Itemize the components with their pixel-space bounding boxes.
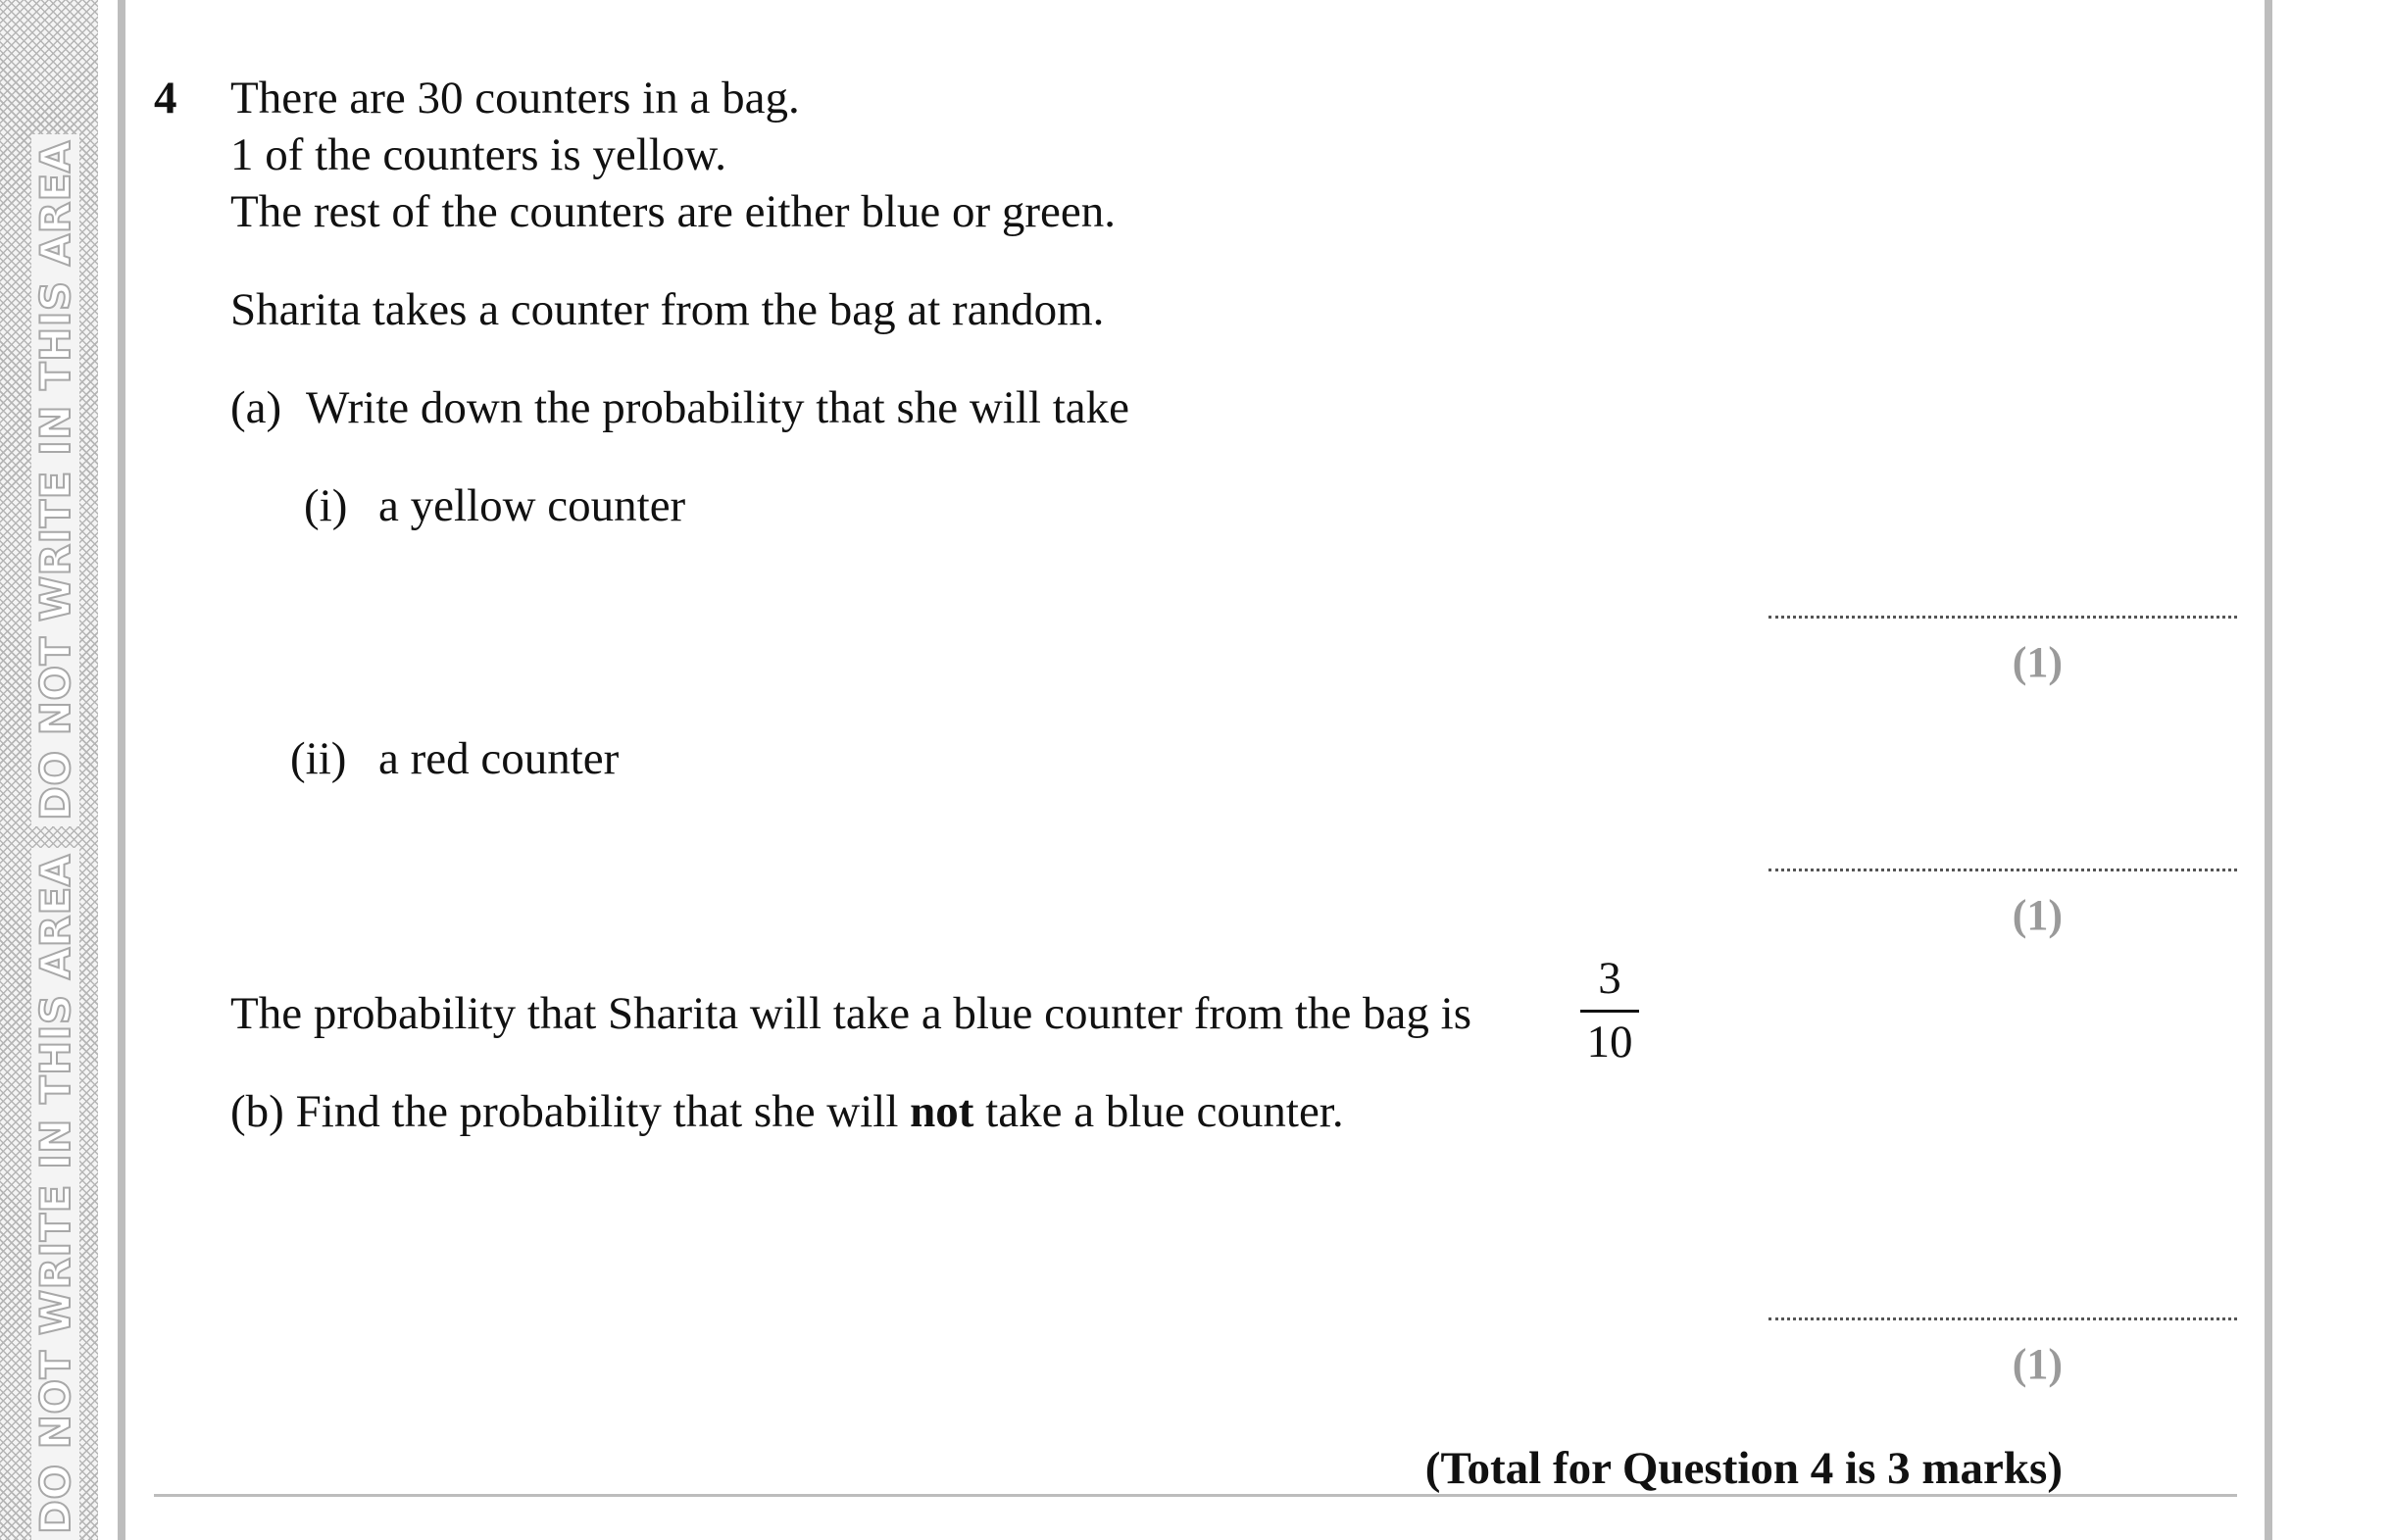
part-a-label: (a) <box>230 382 282 433</box>
fraction-numerator: 3 <box>1598 953 1621 1004</box>
scenario-text: Sharita takes a counter from the bag at random. <box>230 284 1105 335</box>
question-number: 4 <box>154 73 177 124</box>
part-b-text-after: take a blue counter. <box>985 1086 1344 1137</box>
question-bottom-rule <box>154 1494 2237 1497</box>
do-not-write-margin <box>0 0 98 1540</box>
fraction-denominator: 10 <box>1586 1017 1633 1068</box>
part-b-label: (b) <box>230 1086 284 1137</box>
part-a-ii-label: (ii) <box>290 733 347 784</box>
fraction-bar <box>1580 1010 1639 1013</box>
part-b-text-bold: not <box>910 1086 974 1137</box>
margin-warning-lower: DO NOT WRITE IN THIS AREA <box>31 848 79 1540</box>
marks-a-ii: (1) <box>2012 891 2063 939</box>
blue-probability-fraction <box>1580 953 1639 1068</box>
intro-line-1: There are 30 counters in a bag. <box>230 73 800 124</box>
answer-line-b[interactable] <box>1768 1317 2237 1320</box>
answer-line-a-ii[interactable] <box>1768 869 2237 871</box>
part-a-ii-text: a red counter <box>378 733 620 784</box>
margin-warning-upper: DO NOT WRITE IN THIS AREA <box>31 134 79 826</box>
part-a-i-text: a yellow counter <box>378 480 686 531</box>
marks-b: (1) <box>2012 1340 2063 1388</box>
part-b-text-before: Find the probability that she will <box>295 1086 899 1137</box>
part-a-text: Write down the probability that she will take <box>306 382 1129 433</box>
part-a-i-label: (i) <box>304 480 348 531</box>
part-b-line <box>230 1084 1344 1139</box>
intro-line-2: 1 of the counters is yellow. <box>230 129 727 180</box>
page-border-right <box>2265 0 2272 1540</box>
page-border-left <box>118 0 125 1540</box>
answer-line-a-i[interactable] <box>1768 616 2237 619</box>
marks-a-i: (1) <box>2012 638 2063 686</box>
question-total: (Total for Question 4 is 3 marks) <box>1424 1443 2063 1494</box>
intro-line-3: The rest of the counters are either blue or green. <box>230 186 1117 237</box>
given-statement: The probability that Sharita will take a blue counter from the bag is <box>230 988 1472 1039</box>
